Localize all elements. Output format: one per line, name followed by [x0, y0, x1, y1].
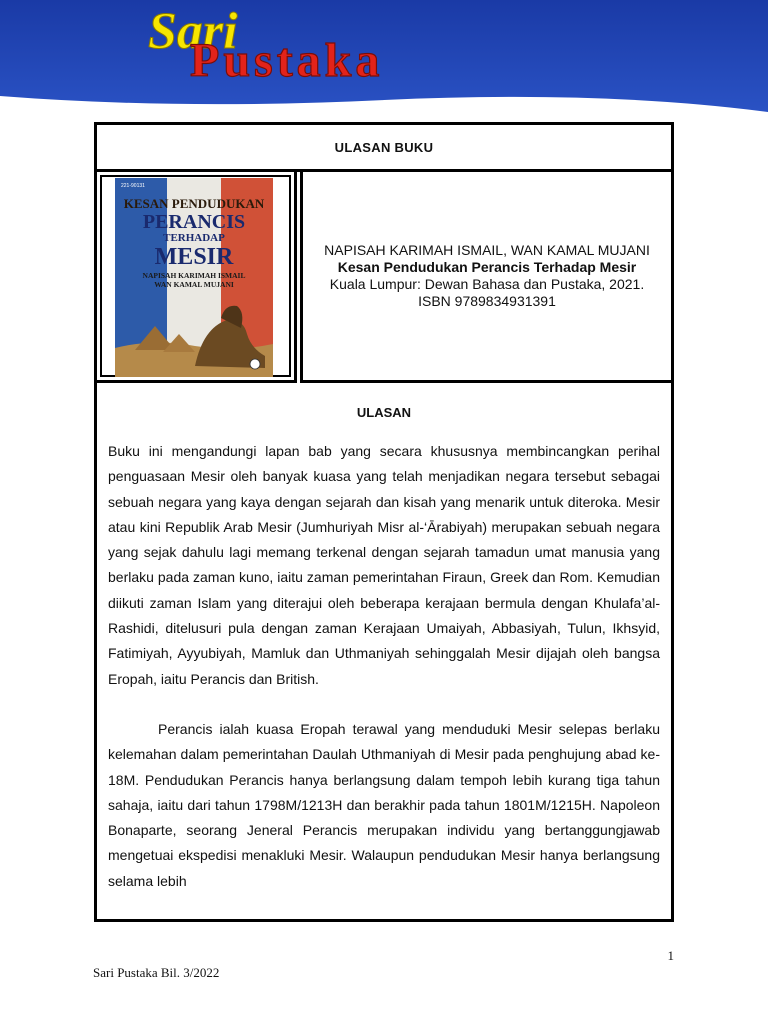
cover-title-line4: MESIR [154, 244, 234, 270]
review-paragraph-1: Buku ini mengandungi lapan bab yang secara khususnya membincangkan perihal penguasaan Mesir oleh banyak kuasa yang telah menjadikan negara tersebut sebagai sebuah negara yang kaya dengan sejarah dan kisah yang menarik untuk diteroka. Mesir atau kini Republik Arab Mesir (Jumhuriyah Misr al-‘Ārabiyah) merupakan sebuah negara yang sejak dahulu lagi memang terkenal dengan sejarah tamadun umat manusia yang berlaku pada zaman kuno, iaitu zaman pemerintahan Firaun, Greek dan Rom. Kemudian diikuti zaman Islam yang diterajui oleh beberapa kerajaan bermula dengan Khulafa’al-Rashidi, ditelusuri pula dengan zaman Kerajaan Umaiyah, Abbasiyah, Tulun, Ikhsyid, Fatimiyah, Ayyubiyah, Mamluk dan Uthmaniyah sehinggalah Mesir dijajah oleh bangsa Eropah, iaitu Perancis dan British. [108, 443, 660, 687]
banner-word-sari: Sari [148, 3, 238, 60]
book-cover-image [115, 178, 273, 377]
cover-title-line2: PERANCIS [142, 211, 246, 233]
header-banner [0, 0, 768, 112]
footer-text: Sari Pustaka Bil. 3/2022 [93, 965, 220, 980]
section-title: ULASAN BUKU [334, 139, 434, 155]
cover-code: 221-90131 [121, 183, 145, 189]
banner-graphic [0, 0, 768, 112]
banner-word-pustaka: Pustaka [190, 34, 384, 87]
page-number: 1 [667, 948, 674, 963]
cover-title-line3: TERHADAP [163, 232, 225, 244]
section-title-row [97, 125, 671, 172]
cover-cell [97, 172, 297, 383]
book-authors: NAPISAH KARIMAH ISMAIL, WAN KAMAL MUJANI [324, 242, 650, 258]
book-isbn: ISBN 9789834931391 [418, 293, 556, 309]
book-title: Kesan Pendudukan Perancis Terhadap Mesir [337, 259, 637, 275]
cover-authors-line2: WAN KAMAL MUJANI [154, 280, 234, 289]
review-paragraph-2: Perancis ialah kuasa Eropah terawal yang menduduki Mesir selepas berlaku kelemahan dalam pemerintahan Daulah Uthmaniyah di Mesir pada penghujung abad ke-18M. Pendudukan Perancis hanya berlangsung dalam tempoh lebih kurang tiga tahun sahaja, iaitu dari tahun 1798M/1213H dan berakhir pada tahun 1801M/1215H. Napoleon Bonaparte, seorang Jeneral Perancis merupakan individu yang bertanggungjawab mengetuai ekspedisi menakluki Mesir. Walaupun pendudukan Mesir hanya berlangsung selama lebih [108, 720, 660, 889]
cover-authors-line1: NAPISAH KARIMAH ISMAIL [142, 271, 246, 280]
review-body [108, 439, 660, 894]
review-section [97, 386, 671, 919]
review-frame [94, 122, 674, 922]
book-info-cell [300, 172, 671, 383]
book-publisher: Kuala Lumpur: Dewan Bahasa dan Pustaka, 2021. [329, 276, 645, 292]
cover-title-line1: KESAN PENDUDUKAN [123, 196, 265, 211]
review-heading: ULASAN [356, 405, 412, 420]
